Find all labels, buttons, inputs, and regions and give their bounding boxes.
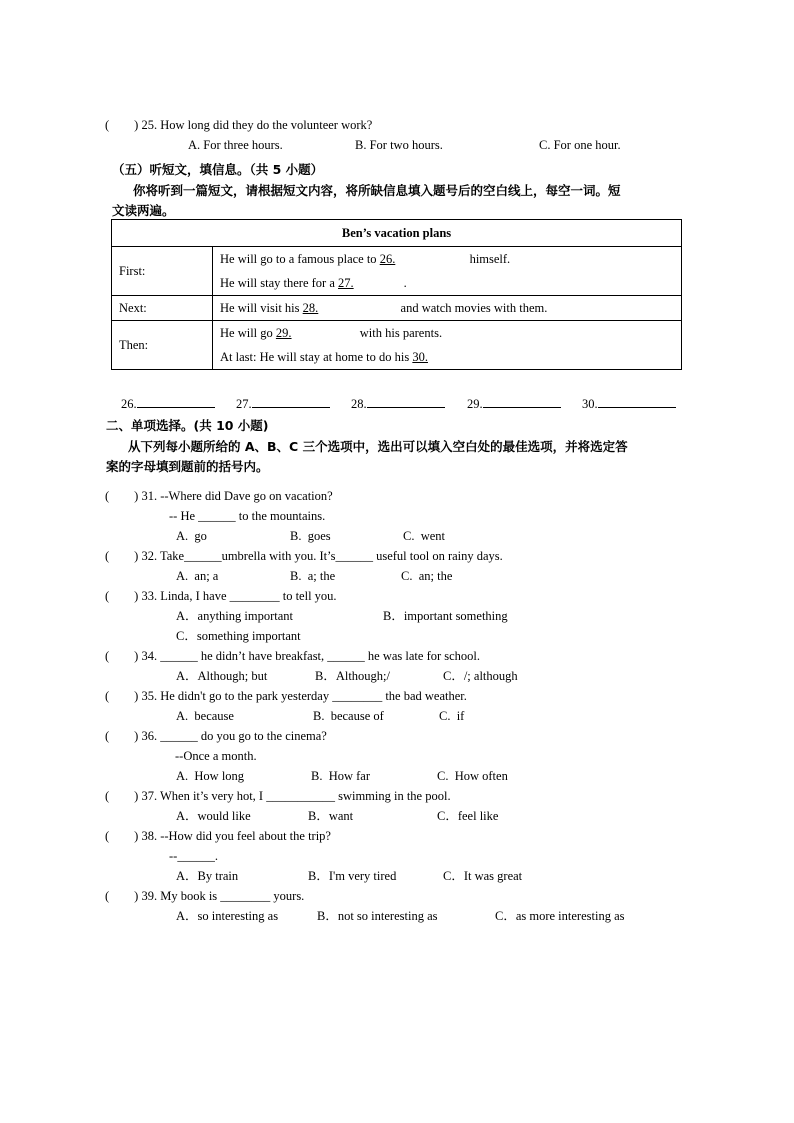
option-a: A. go — [176, 529, 207, 543]
option-b: B. How far — [311, 769, 371, 783]
option-a: A. because — [176, 709, 234, 723]
option-c: C．as more interesting as — [495, 909, 625, 923]
section-5-instruction-cont: 文读两遍。 — [112, 203, 175, 218]
blank-29[interactable]: 29. — [275, 326, 292, 340]
section-2-instruction-cont: 案的字母填到题前的括号内。 — [106, 459, 269, 474]
answer-30[interactable]: 30. — [582, 394, 676, 411]
question-36-line2: --Once a month. — [175, 749, 257, 763]
option-a: A. How long — [176, 769, 245, 783]
option-a: A．Although; but — [176, 669, 268, 683]
question-35-stem: ( ) 35. He didn't go to the park yesterday ________ the bad weather. — [105, 689, 467, 703]
row-label: Then: — [112, 321, 213, 370]
question-37-stem: ( ) 37. When it’s very hot, I ___________ swimming in the pool. — [105, 789, 451, 803]
answer-27[interactable]: 27. — [236, 394, 330, 411]
question-25-stem: ( ) 25. How long did they do the volunteer work? — [105, 118, 373, 132]
question-32-stem: ( ) 32. Take______umbrella with you. It’s______ useful tool on rainy days. — [105, 549, 503, 563]
question-31-stem: ( ) 31. --Where did Dave go on vacation? — [105, 489, 333, 503]
row-content: He will go 29. with his parents. At last: He will stay at home to do his 30. — [213, 321, 682, 370]
option-a: A．would like — [176, 809, 251, 823]
option-c: C. if — [439, 709, 465, 723]
section-2-instruction: 从下列每小题所给的 A、B、C 三个选项中，选出可以填入空白处的最佳选项，并将选定答 — [128, 439, 628, 454]
section-2-title: 二、单项选择。(共 10 小题) — [106, 418, 269, 433]
row-content: He will visit his 28. and watch movies with them. — [213, 296, 682, 321]
option-c: C. went — [403, 529, 446, 543]
question-36-stem: ( ) 36. ______ do you go to the cinema? — [105, 729, 327, 743]
table-title: Ben’s vacation plans — [112, 220, 682, 247]
question-39-stem: ( ) 39. My book is ________ yours. — [105, 889, 305, 903]
section-5-instruction: 你将听到一篇短文，请根据短文内容，将所缺信息填入题号后的空白线上，每空一词。短 — [133, 183, 621, 198]
option-b: B. goes — [290, 529, 331, 543]
option-c: C．It was great — [443, 869, 523, 883]
option-c: C．something important — [176, 629, 301, 643]
option-c: C. For one hour. — [539, 138, 621, 152]
option-a: A．By train — [176, 869, 239, 883]
answer-26[interactable]: 26. — [121, 394, 215, 411]
option-c: C．feel like — [437, 809, 499, 823]
option-a: A．anything important — [176, 609, 293, 623]
question-34-stem: ( ) 34. ______ he didn’t have breakfast, ______ he was late for school. — [105, 649, 481, 663]
option-b: B．want — [308, 809, 354, 823]
section-5-title: （五）听短文，填信息。（共 5 小题） — [112, 162, 324, 177]
option-b: B. a; the — [290, 569, 336, 583]
question-38-line2: --______. — [169, 849, 218, 863]
vacation-plans-table — [111, 219, 682, 370]
question-33-stem: ( ) 33. Linda, I have ________ to tell you. — [105, 589, 337, 603]
answer-29[interactable]: 29. — [467, 394, 561, 411]
option-a: A. For three hours. — [188, 138, 283, 152]
option-c: C. How often — [437, 769, 508, 783]
row-content: He will go to a famous place to 26. himself. He will stay there for a 27. . — [213, 247, 682, 296]
blank-27[interactable]: 27. — [338, 276, 354, 290]
option-a: A．so interesting as — [176, 909, 279, 923]
option-b: B．important something — [383, 609, 508, 623]
option-b: B．I'm very tired — [308, 869, 397, 883]
blank-30[interactable]: 30. — [412, 350, 428, 364]
blank-26[interactable]: 26. — [379, 252, 396, 266]
option-b: B. because of — [313, 709, 384, 723]
option-b: B．not so interesting as — [317, 909, 438, 923]
option-c: C．/; although — [443, 669, 518, 683]
question-38-stem: ( ) 38. --How did you feel about the trip? — [105, 829, 331, 843]
row-label: First: — [112, 247, 213, 296]
answer-28[interactable]: 28. — [351, 394, 445, 411]
question-31-line2: -- He ______ to the mountains. — [169, 509, 326, 523]
option-c: C. an; the — [401, 569, 453, 583]
option-b: B. For two hours. — [355, 138, 443, 152]
option-a: A. an; a — [176, 569, 219, 583]
row-label: Next: — [112, 296, 213, 321]
blank-28[interactable]: 28. — [302, 301, 319, 315]
option-b: B．Although;/ — [315, 669, 391, 683]
